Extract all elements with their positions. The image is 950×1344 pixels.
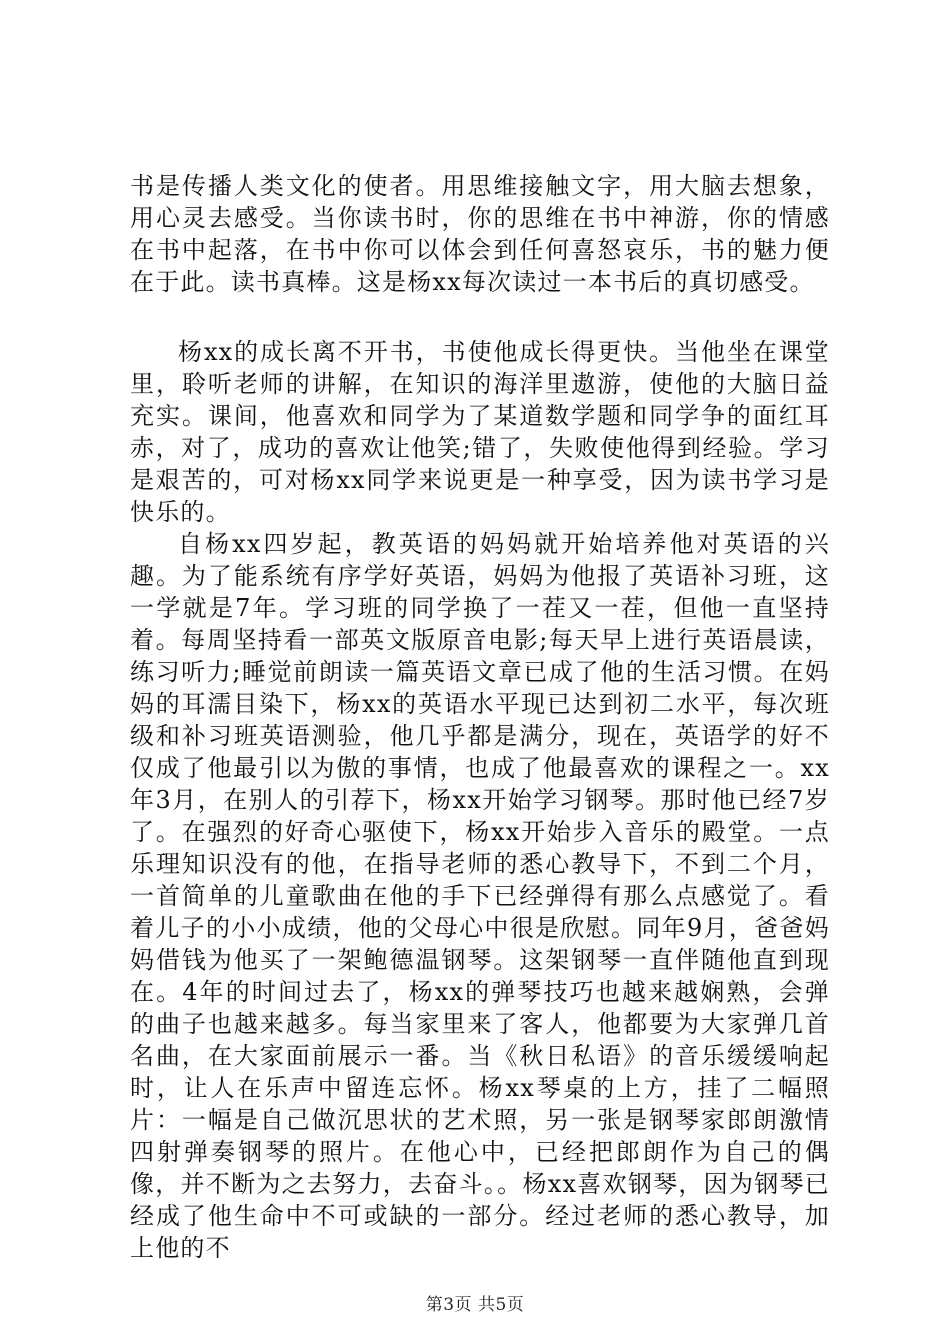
page-footer: 第3页 共5页 — [425, 1295, 525, 1315]
paragraph-english-piano: 自杨xx四岁起，教英语的妈妈就开始培养他对英语的兴趣。为了能系统有序学好英语，妈妈为他报了英语补习班，这一学就是7年。学习班的同学换了一茬又一茬，但他一直坚持着。每周坚持看一部英文版原音电影;每天早上进行英语晨读，练习听力;睡觉前朗读一篇英语文章已成了他的生活习惯。在妈妈的耳濡目染下，杨xx的英语水平现已达到初二水平，每次班级和补习班英语测验，他几乎都是满分，现在，英语学的好不仅成了他最引以为傲的事情，也成了他最喜欢的课程之一。xx年3月，在别人的引荐下，杨xx开始学习钢琴。那时他已经7岁了。在强烈的好奇心驱使下，杨xx开始步入音乐的殿堂。一点乐理知识没有的他，在指导老师的悉心教导下，不到二个月，一首简单的儿童歌曲在他的手下已经弹得有那么点感觉了。看着儿子的小小成绩，他的父母心中很是欣慰。同年9月，爸爸妈妈借钱为他买了一架鲍德温钢琴。这架钢琴一直伴随他直到现在。4年的时间过去了，杨xx的弹琴技巧也越来越娴熟，会弹的曲子也越来越多。每当家里来了客人，他都要为大家弹几首名曲，在大家面前展示一番。当《秋日私语》的音乐缓缓响起时，让人在乐声中留连忘怀。杨xx琴桌的上方，挂了二幅照片：一幅是自己做沉思状的艺术照，另一张是钢琴家郎朗激情四射弹奏钢琴的照片。在他心中，已经把郎朗作为自己的偶像，并不断为之去努力，去奋斗。。杨xx喜欢钢琴，因为钢琴已经成了他生命中不可或缺的一部分。经过老师的悉心教导，加上他的不 — [130, 530, 830, 1262]
paragraph-growth: 杨xx的成长离不开书，书使他成长得更快。当他坐在课堂里，聆听老师的讲解，在知识的海洋里遨游，使他的大脑日益充实。课间，他喜欢和同学为了某道数学题和同学争的面红耳赤，对了，成功的喜欢让他笑;错了，失败使他得到经验。学习是艰苦的，可对杨xx同学来说更是一种享受，因为读书学习是快乐的。 — [130, 338, 830, 526]
paragraph-intro: 书是传播人类文化的使者。用思维接触文字，用大脑去想象，用心灵去感受。当你读书时，你的思维在书中神游，你的情感在书中起落，在书中你可以体会到任何喜怒哀乐，书的魅力便在于此。读书真棒。这是杨xx每次读过一本书后的真切感受。 — [130, 172, 830, 296]
document-body — [130, 170, 830, 1264]
